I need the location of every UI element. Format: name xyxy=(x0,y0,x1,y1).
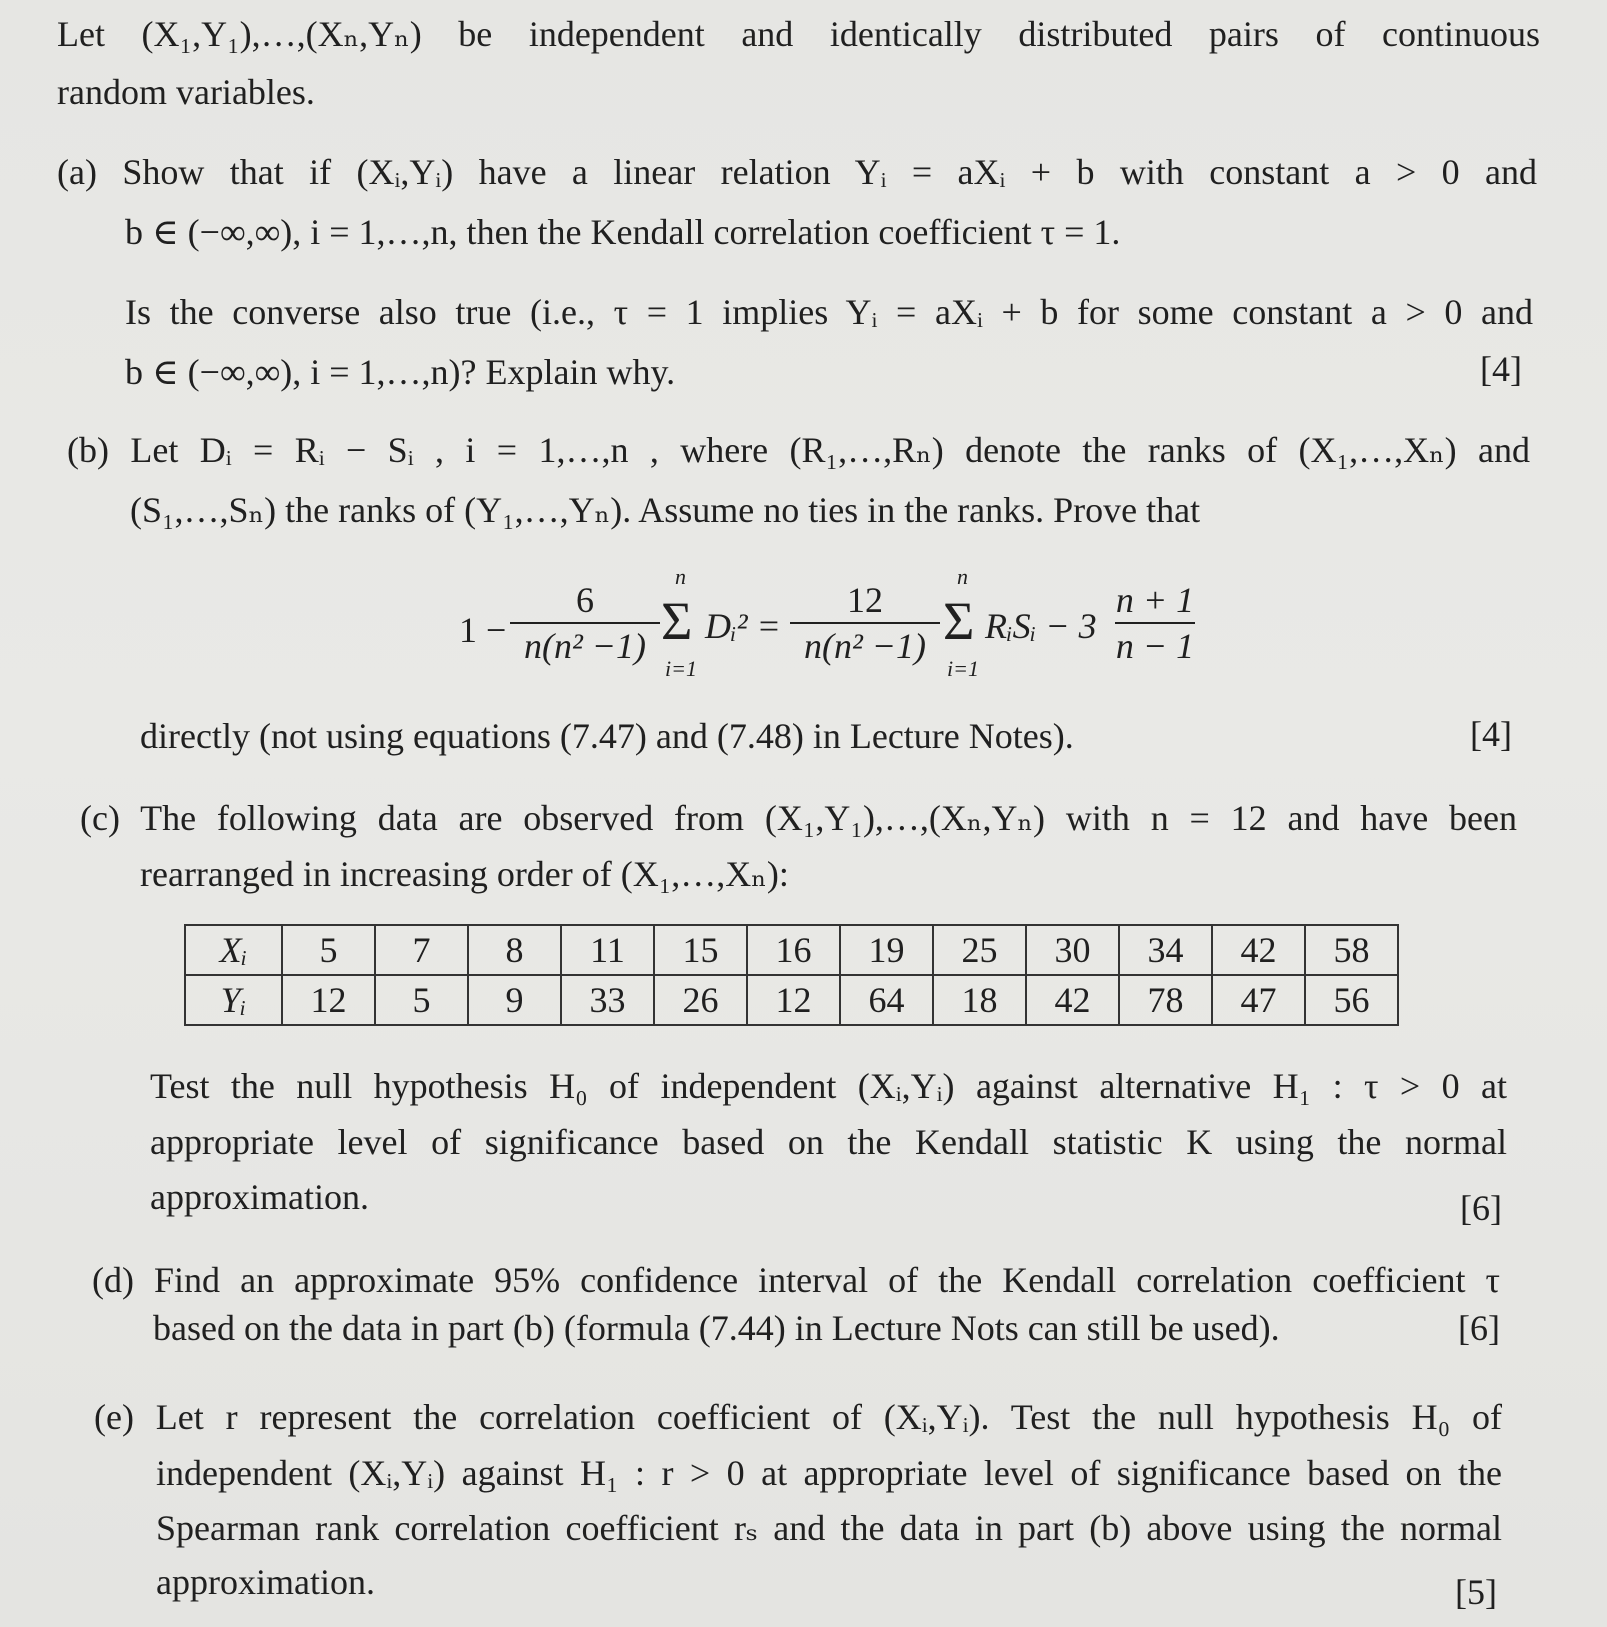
part-b-line-3: directly (not using equations (7.47) and (7.48) in Lecture Notes). xyxy=(140,716,1074,756)
table-cell-x: 11 xyxy=(561,925,654,975)
part-e-line-4: approximation. xyxy=(156,1562,375,1602)
formula-fraction-2-denominator: n(n² −1) xyxy=(803,626,927,666)
table-cell-x: 16 xyxy=(747,925,840,975)
table-cell-x: 42 xyxy=(1212,925,1305,975)
table-header-y: Yᵢ xyxy=(185,975,282,1025)
table-cell-y: 42 xyxy=(1026,975,1119,1025)
part-e-line-2: independent (Xᵢ,Yᵢ) against H₁ : r > 0 at appropriate level of significance based on the xyxy=(156,1453,1502,1493)
table-cell-y: 5 xyxy=(375,975,468,1025)
formula-sum-2-upper: n xyxy=(957,564,968,589)
formula-fraction-1-bar xyxy=(510,622,660,624)
part-a-line-2: b ∈ (−∞,∞), i = 1,…,n, then the Kendall correlation coefficient τ = 1. xyxy=(125,212,1121,252)
formula-fraction-2 xyxy=(790,580,940,666)
part-b-line-2: (S₁,…,Sₙ) the ranks of (Y₁,…,Yₙ). Assume no ties in the ranks. Prove that xyxy=(130,490,1201,530)
part-c-line-1: (c) The following data are observed from (X₁,Y₁),…,(Xₙ,Yₙ) with n = 12 and have been xyxy=(80,798,1517,838)
formula-sum-2-lower: i=1 xyxy=(947,656,979,681)
table-cell-y: 56 xyxy=(1305,975,1398,1025)
table-cell-y: 33 xyxy=(561,975,654,1025)
formula-sum-1-lower: i=1 xyxy=(665,656,697,681)
part-a-line-1: (a) Show that if (Xᵢ,Yᵢ) have a linear relation Yᵢ = aXᵢ + b with constant a > 0 and xyxy=(57,152,1537,192)
formula-term-1: Dᵢ² = xyxy=(705,606,781,646)
table-cell-x: 25 xyxy=(933,925,1026,975)
table-row-y xyxy=(185,975,1398,1025)
table-cell-y: 9 xyxy=(468,975,561,1025)
spearman-identity-formula xyxy=(455,564,1195,692)
part-d-line-2: based on the data in part (b) (formula (7.44) in Lecture Nots can still be used). xyxy=(153,1308,1280,1348)
table-cell-y: 47 xyxy=(1212,975,1305,1025)
part-e-line-1: (e) Let r represent the correlation coefficient of (Xᵢ,Yᵢ). Test the null hypothesis H₀ of xyxy=(94,1397,1502,1437)
part-c-marks: [6] xyxy=(1460,1188,1502,1228)
table-cell-y: 26 xyxy=(654,975,747,1025)
formula-fraction-1-denominator: n(n² −1) xyxy=(523,626,647,666)
table-cell-x: 30 xyxy=(1026,925,1119,975)
table-cell-x: 8 xyxy=(468,925,561,975)
table-cell-y: 78 xyxy=(1119,975,1212,1025)
formula-sum-2-symbol: Σ xyxy=(943,591,975,651)
part-e-marks: [5] xyxy=(1455,1572,1497,1612)
part-d-line-1: (d) Find an approximate 95% confidence interval of the Kendall correlation coefficient τ xyxy=(92,1260,1500,1300)
part-e-line-3: Spearman rank correlation coefficient rₛ and the data in part (b) above using the normal xyxy=(156,1508,1502,1548)
part-d-marks: [6] xyxy=(1458,1308,1500,1348)
table-cell-y: 12 xyxy=(282,975,375,1025)
part-c-line-3: Test the null hypothesis H₀ of independent (Xᵢ,Yᵢ) against alternative H₁ : τ > 0 at xyxy=(150,1066,1507,1106)
table-cell-x: 58 xyxy=(1305,925,1398,975)
formula-fraction-2-numerator: 12 xyxy=(847,580,883,620)
table-cell-x: 34 xyxy=(1119,925,1212,975)
formula-fraction-1 xyxy=(510,580,660,666)
table-cell-x: 5 xyxy=(282,925,375,975)
part-c-line-2: rearranged in increasing order of (X₁,…,Xₙ): xyxy=(140,854,789,894)
table-cell-x: 15 xyxy=(654,925,747,975)
formula-fraction-3-bar xyxy=(1115,622,1195,624)
intro-line-1: Let (X₁,Y₁),…,(Xₙ,Yₙ) be independent and identically distributed pairs of continuous xyxy=(57,14,1540,54)
part-c-line-5: approximation. xyxy=(150,1177,369,1217)
part-c-line-4: appropriate level of significance based on the Kendall statistic K using the normal xyxy=(150,1122,1507,1162)
intro-line-2: random variables. xyxy=(57,72,315,112)
part-a-marks: [4] xyxy=(1480,349,1522,389)
part-b-line-1: (b) Let Dᵢ = Rᵢ − Sᵢ , i = 1,…,n , where (R₁,…,Rₙ) denote the ranks of (X₁,…,Xₙ) and xyxy=(67,430,1530,470)
table-cell-y: 12 xyxy=(747,975,840,1025)
formula-sum-1-upper: n xyxy=(675,564,686,589)
table-cell-y: 18 xyxy=(933,975,1026,1025)
formula-sum-1-symbol: Σ xyxy=(661,591,693,651)
formula-fraction-1-numerator: 6 xyxy=(576,580,594,620)
formula-fraction-2-bar xyxy=(790,622,940,624)
table-cell-y: 64 xyxy=(840,975,933,1025)
formula-fraction-3 xyxy=(1115,580,1195,666)
table-cell-x: 7 xyxy=(375,925,468,975)
formula-one-minus: 1 − xyxy=(459,610,507,650)
formula-fraction-3-numerator: n + 1 xyxy=(1115,580,1195,620)
part-a-line-3: Is the converse also true (i.e., τ = 1 implies Yᵢ = aXᵢ + b for some constant a > 0 and xyxy=(125,292,1533,332)
table-header-x: Xᵢ xyxy=(185,925,282,975)
part-b-marks: [4] xyxy=(1470,714,1512,754)
table-cell-x: 19 xyxy=(840,925,933,975)
formula-term-2: RᵢSᵢ − 3 xyxy=(985,606,1097,646)
data-table xyxy=(184,924,1399,1026)
part-a-line-4: b ∈ (−∞,∞), i = 1,…,n)? Explain why. xyxy=(125,352,676,392)
formula-fraction-3-denominator: n − 1 xyxy=(1115,626,1195,666)
table-row-x xyxy=(185,925,1398,975)
